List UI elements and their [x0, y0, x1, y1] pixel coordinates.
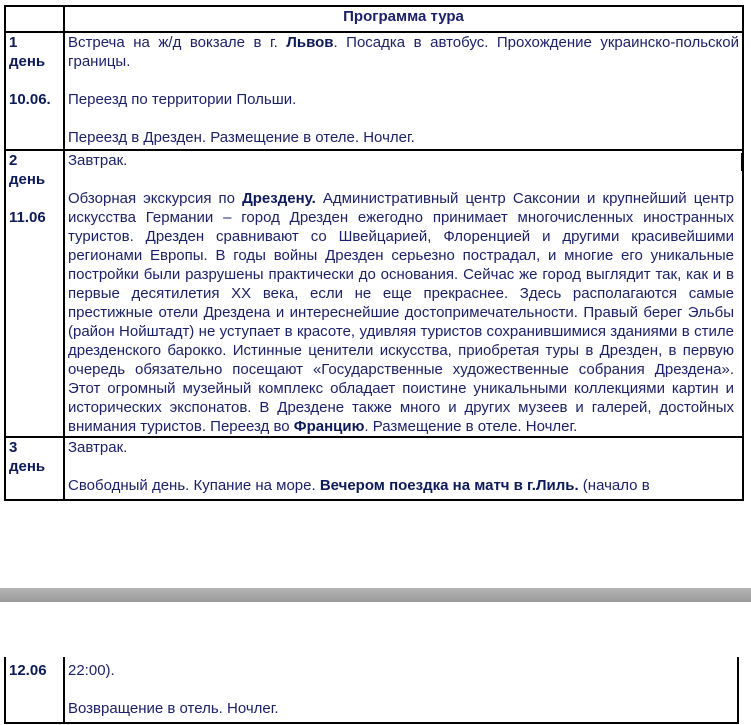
table-title: Программа тура	[64, 6, 743, 32]
text-run: Свободный день. Купание на море.	[68, 477, 320, 494]
day-row-2	[5, 150, 743, 437]
day-description-1	[64, 32, 743, 150]
paragraph	[68, 661, 734, 680]
day-date: 10.06.	[9, 91, 51, 108]
text-run: (начало в	[578, 477, 650, 494]
day-description-2	[64, 150, 743, 437]
text-run: . Посадка в автобус. Прохождение украинско-польской границы.	[68, 34, 739, 70]
day-description-3-continued	[64, 657, 738, 723]
day-cell-1	[5, 32, 64, 150]
text-run: Завтрак.	[68, 439, 128, 456]
paragraph	[68, 699, 734, 718]
text-run: Переезд в Дрезден. Размещение в отеле. Ночлег.	[68, 129, 415, 146]
text-run: Обзорная экскурсия по	[68, 190, 243, 207]
text-run: Переезд по территории Польши.	[68, 91, 297, 108]
day-cell-3-continued	[5, 657, 64, 723]
text-run: . Размещение в отеле. Ночлег.	[364, 418, 578, 435]
text-run: Возвращение в отель. Ночлег.	[68, 700, 279, 717]
paragraph	[68, 90, 739, 109]
tour-program-table	[4, 5, 744, 501]
document-page-2	[0, 657, 751, 724]
text-run: 22:00).	[68, 662, 115, 679]
day-row-3-continued	[5, 657, 738, 723]
day-date: 11.06	[9, 209, 46, 226]
bold-text-run: Львов	[286, 34, 334, 51]
day-label: 3 день	[9, 439, 46, 475]
text-run: Завтрак.	[68, 152, 128, 169]
header-empty-cell	[5, 6, 64, 32]
table-header-row	[5, 6, 743, 32]
bold-text-run: Францию	[293, 418, 365, 435]
text-run: Встреча на ж/д вокзале в г.	[68, 34, 287, 51]
day-label: 1 день	[9, 34, 46, 70]
day-cell-3	[5, 437, 64, 500]
text-run: Административный центр Саксонии и крупнейший центр искусства Германии – город Дрезден ежегодно принимает многочисленных иностранных туристов. Дрезден сравнивают со Швейцарией, Флоренцией и другими красивейшими регионами Европы. В годы войны Дрезден серьезно пострадал, и многие его уникальные постройки были разрушены практически до основания. Сейчас же город выглядит так, как и в первые десятилетия XX века, если не еще прекраснее. Здесь располагаются самые престижные отели Дрездена и интереснейшие достопримечательности. Правый берег Эльбы (район Нойштадт) не уступает в красоте, удивляя туристов сохранившимися зданиями в стиле дрезденского барокко. Истинные ценители искусства, приобретая туры в Дрезден, в первую очередь обязательно посещают «Государственные художественные собрания Дрездена». Этот огромный музейный комплекс обладает поистине уникальными коллекциями картин и исторических экспонатов. В Дрездене также много и других музеев и галерей, достойных внимания туристов. Переезд во	[68, 190, 734, 435]
day-date: 12.06	[9, 662, 47, 679]
day-description-3	[64, 437, 743, 500]
paragraph	[68, 128, 739, 147]
tour-program-table-continued	[4, 657, 739, 724]
day-row-1	[5, 32, 743, 150]
page-separator	[0, 588, 751, 602]
bold-text-run: Вечером поездка на матч в г.Лиль.	[319, 477, 579, 494]
day-cell-2	[5, 150, 64, 437]
paragraph	[68, 33, 739, 71]
paragraph	[68, 438, 739, 457]
day-row-3	[5, 437, 743, 500]
text-cursor	[741, 153, 743, 171]
paragraph	[68, 151, 734, 170]
paragraph	[68, 189, 734, 436]
day-label: 2 день	[9, 152, 46, 188]
paragraph	[68, 476, 739, 495]
bold-text-run: Дрездену.	[242, 190, 316, 207]
